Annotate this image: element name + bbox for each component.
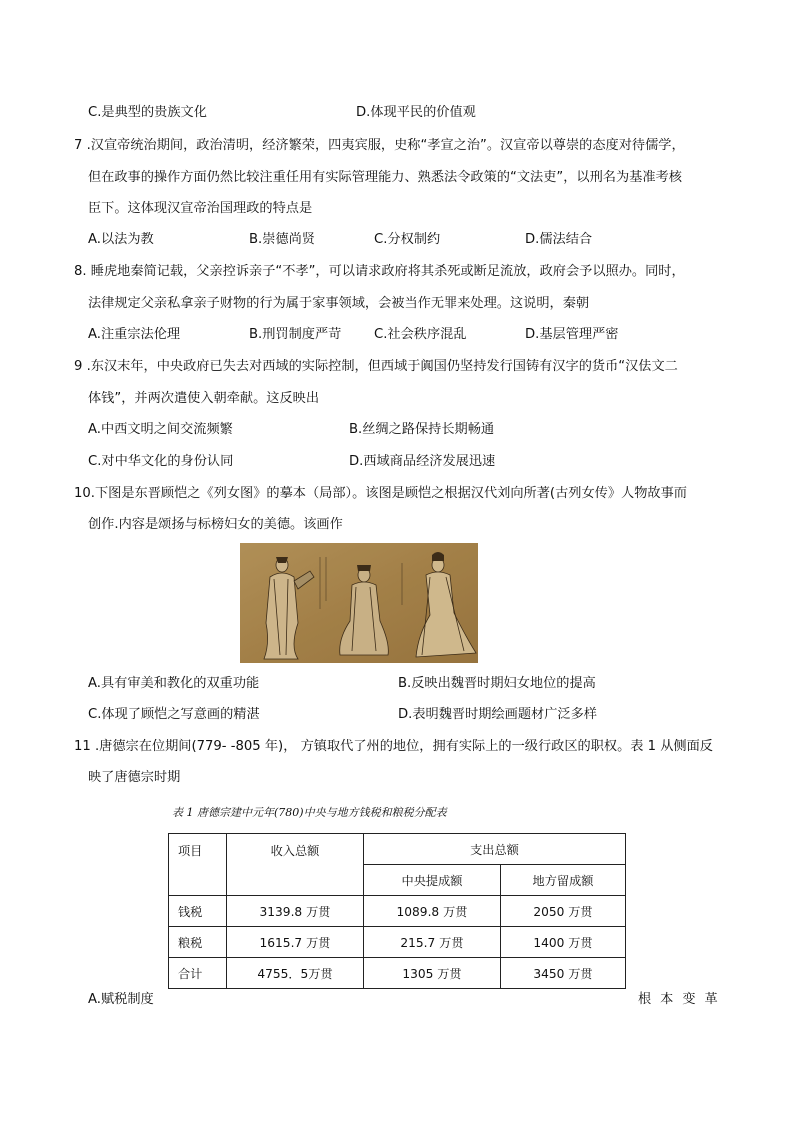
header-expense: 支出总额	[364, 834, 626, 865]
cell-central: 215.7 万贯	[364, 927, 501, 958]
q10-option-c: C.体现了顾恺之写意画的精湛	[88, 707, 260, 722]
cell-central: 1089.8 万贯	[364, 896, 501, 927]
cell-local: 2050 万贯	[501, 896, 626, 927]
table-row	[169, 958, 626, 989]
cell-item: 粮税	[169, 927, 227, 958]
cell-item: 钱税	[169, 896, 227, 927]
q10-stem-line2: 创作.内容是颂扬与标榜妇女的美德。该画作	[88, 517, 343, 532]
q11-option-a-left: A.赋税制度	[88, 992, 154, 1007]
q11-stem-line1: 11 .唐德宗在位期间(779- -805 年)， 方镇取代了州的地位，拥有实际上的一级行政区的职权。表 1 从侧面反	[74, 739, 713, 754]
q8-option-a: A.注重宗法伦理	[88, 327, 181, 342]
header-income: 收入总额	[227, 834, 364, 896]
cell-local: 3450 万贯	[501, 958, 626, 989]
header-local: 地方留成额	[501, 865, 626, 896]
q11-stem-line2: 映了唐德宗时期	[88, 770, 181, 785]
q7-option-a: A.以法为教	[88, 232, 154, 247]
q10-option-a: A.具有审美和教化的双重功能	[88, 676, 260, 691]
q9-stem-line2: 体钱”，并两次遣使入朝牵献。这反映出	[88, 391, 320, 406]
q8-option-c: C.社会秩序混乱	[374, 327, 467, 342]
q9-option-c: C.对中华文化的身份认同	[88, 454, 234, 469]
cell-local: 1400 万贯	[501, 927, 626, 958]
q7-option-b: B.崇德尚贤	[249, 232, 315, 247]
tax-distribution-table	[168, 833, 626, 989]
cell-central: 1305 万贯	[364, 958, 501, 989]
q11-option-a-right: 根本变革	[638, 992, 727, 1007]
q9-option-d: D.西域商品经济发展迅速	[349, 454, 496, 469]
q6-option-c: C.是典型的贵族文化	[88, 105, 207, 120]
lienu-painting-image	[240, 543, 478, 663]
cell-income: 3139.8 万贯	[227, 896, 364, 927]
table-row	[169, 896, 626, 927]
q7-stem-line3: 臣下。这体现汉宣帝治国理政的特点是	[88, 201, 313, 216]
q7-stem-line1: 7 .汉宣帝统治期间，政治清明，经济繁荣，四夷宾服，史称“孝宣之治”。汉宣帝以尊崇的态度对待儒学，	[74, 138, 685, 153]
q7-option-c: C.分权制约	[374, 232, 441, 247]
q8-stem-line2: 法律规定父亲私拿亲子财物的行为属于家事领域，会被当作无罪来处理。这说明，秦朝	[88, 296, 590, 311]
q10-option-d: D.表明魏晋时期绘画题材广泛多样	[398, 707, 597, 722]
q8-stem-line1: 8. 睡虎地秦简记载，父亲控诉亲子“不孝”，可以请求政府将其杀死或断足流放，政府会予以照办。同时，	[74, 264, 685, 279]
cell-item: 合计	[169, 958, 227, 989]
header-item: 项目	[169, 834, 227, 896]
q9-option-b: B.丝绸之路保持长期畅通	[349, 422, 495, 437]
q9-stem-line1: 9 .东汉末年，中央政府已失去对西域的实际控制，但西域于阗国仍坚持发行国铸有汉字的货币“汉佉文二	[74, 359, 678, 374]
q10-option-b: B.反映出魏晋时期妇女地位的提高	[398, 676, 596, 691]
table-caption: 表 1 唐德宗建中元年(780)中央与地方钱税和粮税分配表	[172, 806, 447, 819]
cell-income: 4755．5万贯	[227, 958, 364, 989]
q6-option-d: D.体现平民的价值观	[356, 105, 476, 120]
q9-option-a: A.中西文明之间交流频繁	[88, 422, 233, 437]
q7-option-d: D.儒法结合	[525, 232, 593, 247]
table-row	[169, 927, 626, 958]
cell-income: 1615.7 万贯	[227, 927, 364, 958]
q8-option-d: D.基层管理严密	[525, 327, 619, 342]
q7-stem-line2: 但在政事的操作方面仍然比较注重任用有实际管理能力、熟悉法令政策的“文法吏”，以刑名为基准考核	[88, 170, 682, 185]
q8-option-b: B.刑罚制度严苛	[249, 327, 342, 342]
header-central: 中央提成额	[364, 865, 501, 896]
q10-stem-line1: 10.下图是东晋顾恺之《列女图》的摹本（局部）。该图是顾恺之根据汉代刘向所著(古列女传》人物故事而	[74, 486, 687, 501]
